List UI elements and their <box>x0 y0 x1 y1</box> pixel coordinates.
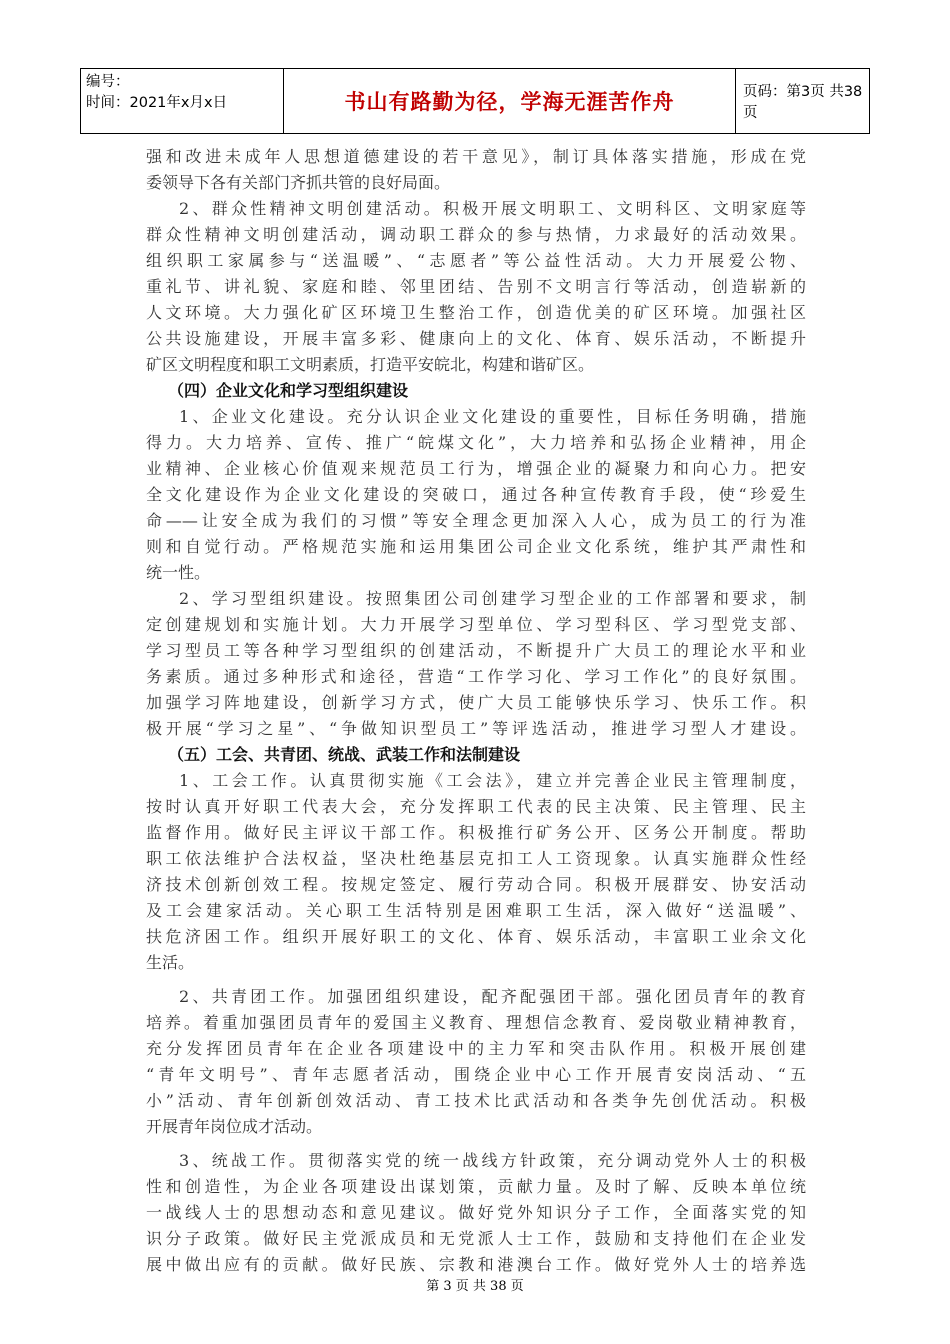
motto-text: 书山有路勤为径，学海无涯苦作舟 <box>344 90 675 114</box>
text-line: 群众性精神文明创建活动，调动职工群众的参与热情，力求最好的活动效果。 <box>146 225 806 244</box>
header-info-cell <box>81 69 284 133</box>
section-heading: （四）企业文化和学习型组织建设 <box>168 381 409 400</box>
header-page-cell <box>736 69 869 133</box>
text-line: 人文环境。大力强化矿区环境卫生整治工作，创造优美的矿区环境。加强社区 <box>146 303 806 322</box>
text-line: 强和改进未成年人思想道德建设的若干意见》，制订具体落实措施，形成在党 <box>146 147 806 166</box>
text-line: 一战线人士的思想动态和意见建议。做好党外知识分子工作，全面落实党的知 <box>146 1203 806 1222</box>
page-header <box>80 68 870 134</box>
header-motto-cell <box>284 69 736 133</box>
page-number-label: 页码：第3页 共38页 <box>743 84 863 121</box>
text-line: 重礼节、讲礼貌、家庭和睦、邻里团结、告别不文明言行等活动，创造崭新的 <box>146 277 806 296</box>
text-line: 扶危济困工作。组织开展好职工的文化、体育、娱乐活动，丰富职工业余文化 <box>146 927 806 946</box>
paragraph-gap <box>146 1140 806 1148</box>
text-line: 小”活动、青年创新创效活动、青工技术比武活动和各类争先创优活动。积极 <box>146 1091 806 1110</box>
section-heading: （五）工会、共青团、统战、武装工作和法制建设 <box>168 745 521 764</box>
document-body <box>146 144 806 1278</box>
text-line: 性和创造性，为企业各项建设出谋划策，贡献力量。及时了解、反映本单位统 <box>146 1177 806 1196</box>
text-line: 委领导下各有关部门齐抓共管的良好局面。 <box>146 173 451 192</box>
text-line: 生活。 <box>146 953 195 972</box>
text-line: 按时认真开好职工代表大会，充分发挥职工代表的民主决策、民主管理、民主 <box>146 797 806 816</box>
paragraph-first-line: 2、学习型组织建设。按照集团公司创建学习型企业的工作部署和要求，制 <box>179 589 806 608</box>
text-line: 职工依法维护合法权益，坚决杜绝基层克扣工人工资现象。认真实施群众性经 <box>146 849 806 868</box>
text-line: 命——让安全成为我们的习惯”等安全理念更加深入人心，成为员工的行为准 <box>146 511 806 530</box>
text-line: 监督作用。做好民主评议干部工作。积极推行矿务公开、区务公开制度。帮助 <box>146 823 806 842</box>
page-footer: 第 3 页 共 38 页 <box>426 1279 524 1294</box>
text-line: 培养。着重加强团员青年的爱国主义教育、理想信念教育、爱岗敬业精神教育， <box>146 1013 806 1032</box>
paragraph-first-line: 1、企业文化建设。充分认识企业文化建设的重要性，目标任务明确，措施 <box>179 407 806 426</box>
paragraph-gap <box>146 976 806 984</box>
text-line: 开展青年岗位成才活动。 <box>146 1117 323 1136</box>
text-line: 业精神、企业核心价值观来规范员工行为，增强企业的凝聚力和向心力。把安 <box>146 459 806 478</box>
text-line: 充分发挥团员青年在企业各项建设中的主力军和突击队作用。积极开展创建 <box>146 1039 806 1058</box>
text-line: 全文化建设作为企业文化建设的突破口，通过各种宣传教育手段，使“珍爱生 <box>146 485 806 504</box>
text-line: 组织职工家属参与“送温暖”、“志愿者”等公益性活动。大力开展爱公物、 <box>146 251 806 270</box>
paragraph-first-line: 2、共青团工作。加强团组织建设，配齐配强团干部。强化团员青年的教育 <box>179 987 806 1006</box>
paragraph-first-line: 1、工会工作。认真贯彻实施《工会法》，建立并完善企业民主管理制度， <box>179 771 806 790</box>
text-line: 则和自觉行动。严格规范实施和运用集团公司企业文化系统，维护其严肃性和 <box>146 537 806 556</box>
text-line: 公共设施建设，开展丰富多彩、健康向上的文化、体育、娱乐活动，不断提升 <box>146 329 806 348</box>
text-line: 矿区文明程度和职工文明素质，打造平安皖北，构建和谐矿区。 <box>146 355 595 374</box>
text-line: 及工会建家活动。关心职工生活特别是困难职工生活，深入做好“送温暖”、 <box>146 901 806 920</box>
paragraph-first-line: 2、群众性精神文明创建活动。积极开展文明职工、文明科区、文明家庭等 <box>179 199 806 218</box>
time-label: 时间：2021年x月x日 <box>86 95 228 111</box>
text-line: 定创建规划和实施计划。大力开展学习型单位、学习型科区、学习型党支部、 <box>146 615 806 634</box>
text-line: 加强学习阵地建设，创新学习方式，使广大员工能够快乐学习、快乐工作。积 <box>146 693 806 712</box>
text-line: 学习型员工等各种学习型组织的创建活动，不断提升广大员工的理论水平和业 <box>146 641 806 660</box>
text-line: 识分子政策。做好民主党派成员和无党派人士工作，鼓励和支持他们在企业发 <box>146 1229 806 1248</box>
text-line: 得力。大力培养、宣传、推广“皖煤文化”，大力培养和弘扬企业精神，用企 <box>146 433 806 452</box>
text-line: 展中做出应有的贡献。做好民族、宗教和港澳台工作。做好党外人士的培养选 <box>146 1255 806 1274</box>
number-label: 编号： <box>86 74 130 90</box>
text-line: 济技术创新创效工程。按规定签定、履行劳动合同。积极开展群安、协安活动 <box>146 875 806 894</box>
text-line: 务素质。通过多种形式和途径，营造“工作学习化、学习工作化”的良好氛围。 <box>146 667 806 686</box>
paragraph-first-line: 3、统战工作。贯彻落实党的统一战线方针政策，充分调动党外人士的积极 <box>179 1151 806 1170</box>
text-line: “青年文明号”、青年志愿者活动，围绕企业中心工作开展青安岗活动、“五 <box>146 1065 806 1084</box>
text-line: 极开展“学习之星”、“争做知识型员工”等评选活动，推进学习型人才建设。 <box>146 719 806 738</box>
text-line: 统一性。 <box>146 563 211 582</box>
